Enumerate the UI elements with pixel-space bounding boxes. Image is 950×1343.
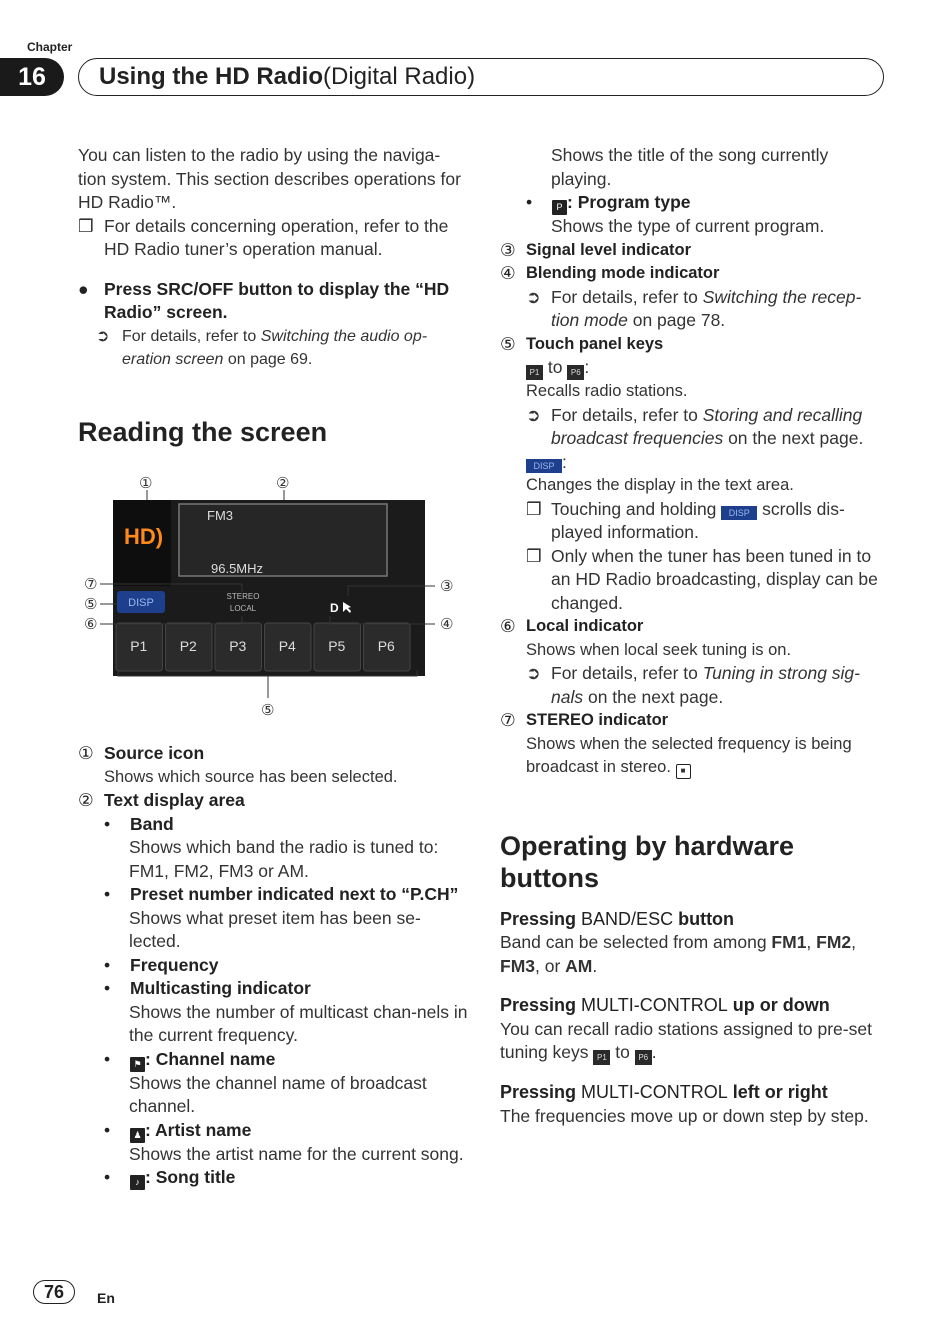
- item-2: ② Text display area: [78, 790, 245, 810]
- item-7: ⑦ STEREO indicator: [500, 710, 669, 730]
- chapter-title: [78, 58, 884, 96]
- step-bullet-icon: ●: [78, 278, 89, 299]
- item-6-desc: Shows when local seek tuning is on.: [526, 640, 792, 659]
- bullet-icon: •: [104, 1119, 111, 1140]
- checkbox-bullet-icon: ❒: [78, 215, 94, 236]
- chapter-label: Chapter: [27, 40, 73, 54]
- chapter-number: 16: [0, 58, 64, 96]
- bullet-icon: •: [104, 1167, 111, 1187]
- artist-item: • ♟ : Artist name: [78, 1119, 468, 1143]
- step-ref-text: For details, refer to Switching the audio op-eration screen on page 69.: [122, 327, 428, 368]
- artist-desc: Shows the artist name for the current song.: [129, 1143, 464, 1164]
- multicast-item: • Multicasting indicator: [78, 977, 468, 1001]
- preset-key-label: P5: [328, 638, 346, 654]
- items-left: [78, 742, 468, 1190]
- hd-radio-logo-icon: HD): [124, 524, 164, 549]
- song-item: • ♪ : Song title: [78, 1166, 468, 1190]
- bullet-icon: •: [104, 954, 111, 975]
- channel-desc: Shows the channel name of broadcast channel.: [129, 1072, 427, 1116]
- p1-key-icon: P1: [593, 1050, 610, 1065]
- disp-only-note: ❒ Only when the tuner has been tuned in to an HD Radio broadcasting, display can be changed.: [500, 545, 880, 616]
- preset-key-label: P6: [377, 638, 395, 654]
- disp-key-label: DISP: [128, 597, 154, 609]
- band-item: • Band: [78, 813, 468, 837]
- preset-key-label: P2: [179, 638, 197, 654]
- frequency-item: • Frequency: [78, 954, 468, 978]
- preset-key-range: P1 to P6 :: [500, 356, 880, 380]
- callout-5: ⑤: [84, 595, 98, 613]
- step-ref: [78, 325, 468, 372]
- item-6: ⑥ Local indicator: [500, 616, 644, 636]
- item-7-desc: Shows when the selected frequency is being broadcast in stereo. ■: [500, 733, 880, 780]
- stereo-indicator: STEREO: [226, 592, 260, 601]
- reading-heading: Reading the screen: [78, 416, 328, 447]
- preset-key-label: P4: [278, 638, 296, 654]
- bullet-icon: •: [104, 813, 111, 834]
- disp-hold-note: ❒ Touching and holding DISP scrolls dis-played information.: [500, 498, 880, 545]
- multi-control-updown-section: Pressing MULTI-CONTROL up or down You can recall radio stations assigned to pre-set tuning keys P1 to P6 .: [500, 994, 880, 1065]
- band-desc: Shows which band the radio is tuned to: FM1, FM2, FM3 or AM.: [129, 837, 439, 881]
- program-desc: Shows the type of current program.: [551, 216, 825, 236]
- program-type-icon: P: [552, 200, 567, 215]
- callout-1: ①: [139, 474, 153, 492]
- p1-key-icon: P1: [526, 365, 543, 380]
- blend-indicator: D: [330, 601, 339, 615]
- arrow-icon: ➲: [96, 327, 110, 345]
- preset-desc: Shows what preset item has been se-lected.: [129, 907, 421, 951]
- program-item: • P : Program type: [500, 191, 880, 215]
- screen-figure: [80, 470, 470, 720]
- screen-frequency: 96.5MHz: [211, 561, 264, 576]
- channel-name-icon: ⚑: [130, 1057, 145, 1072]
- right-column: [500, 144, 880, 1128]
- title-rest: (Digital Radio): [323, 63, 476, 90]
- title-bold: Using the HD Radio: [99, 63, 324, 90]
- multi-control-leftright-section: Pressing MULTI-CONTROL left or right The frequencies move up or down step by step.: [500, 1082, 869, 1126]
- preset-key-desc: Recalls radio stations.: [526, 382, 688, 400]
- intro-note: [78, 215, 468, 262]
- intro-paragraph: You can listen to the radio by using the naviga-tion system. This section describes operations for HD Radio™.: [78, 145, 461, 212]
- item-5-ref: ➲ For details, refer to Storing and recalling broadcast frequencies on the next page.: [500, 404, 880, 451]
- arrow-icon: ➲: [526, 404, 541, 425]
- item-4-ref: ➲ For details, refer to Switching the recep-tion mode on page 78.: [500, 286, 880, 333]
- bullet-icon: •: [526, 192, 533, 212]
- item-5: ⑤ Touch panel keys: [500, 333, 664, 354]
- disp-key-line: DISP :: [500, 451, 880, 475]
- screen-band: FM3: [207, 508, 233, 523]
- step-text: Press SRC/OFF button to display the “HD Radio” screen.: [104, 278, 450, 322]
- bullet-icon: •: [104, 1048, 111, 1069]
- step: [78, 278, 468, 325]
- multicast-desc: Shows the number of multicast chan-nels in the current frequency.: [129, 1001, 468, 1045]
- bullet-icon: •: [104, 978, 111, 998]
- page-number: 76: [33, 1280, 75, 1304]
- artist-name-icon: ♟: [130, 1128, 145, 1143]
- hardware-heading: Operating by hardware buttons: [500, 830, 795, 893]
- callout-2: ②: [276, 474, 290, 492]
- disp-key-icon: DISP: [526, 459, 562, 473]
- item-1-desc: Shows which source has been selected.: [104, 767, 398, 786]
- local-indicator: LOCAL: [229, 604, 257, 613]
- arrow-icon: ➲: [526, 286, 541, 307]
- bullet-icon: •: [104, 884, 111, 904]
- preset-key-label: P3: [229, 638, 247, 654]
- checkbox-bullet-icon: ❒: [526, 545, 542, 566]
- song-desc: Shows the title of the song currently playing.: [551, 145, 829, 189]
- item-3: ③ Signal level indicator: [500, 239, 692, 260]
- language-label: En: [97, 1290, 115, 1306]
- band-esc-section: Pressing BAND/ESC button Band can be selected from among FM1, FM2, FM3, or AM.: [500, 908, 857, 976]
- left-column: [78, 144, 468, 448]
- callout-4: ④: [440, 615, 454, 633]
- disp-key-icon: DISP: [721, 506, 757, 520]
- disp-desc: Changes the display in the text area.: [526, 476, 794, 494]
- arrow-icon: ➲: [526, 663, 541, 683]
- item-4: ④ Blending mode indicator: [500, 263, 720, 283]
- preset-item: • Preset number indicated next to “P.CH”: [78, 883, 468, 907]
- callout-6: ⑥: [84, 615, 98, 633]
- item-1: ① Source icon: [78, 743, 205, 763]
- end-mark-icon: ■: [676, 764, 691, 779]
- callout-5-bottom: ⑤: [261, 701, 275, 719]
- callout-3: ③: [440, 577, 454, 595]
- intro-note-text: For details concerning operation, refer to the HD Radio tuner’s operation manual.: [104, 215, 449, 259]
- p6-key-icon: P6: [635, 1050, 652, 1065]
- song-title-icon: ♪: [130, 1175, 145, 1190]
- channel-item: • ⚑ : Channel name: [78, 1048, 468, 1072]
- p6-key-icon: P6: [567, 365, 584, 380]
- item-6-ref: ➲ For details, refer to Tuning in strong sig-nals on the next page.: [500, 662, 880, 709]
- preset-key-label: P1: [130, 638, 148, 654]
- callout-7: ⑦: [84, 575, 98, 593]
- checkbox-bullet-icon: ❒: [526, 498, 542, 519]
